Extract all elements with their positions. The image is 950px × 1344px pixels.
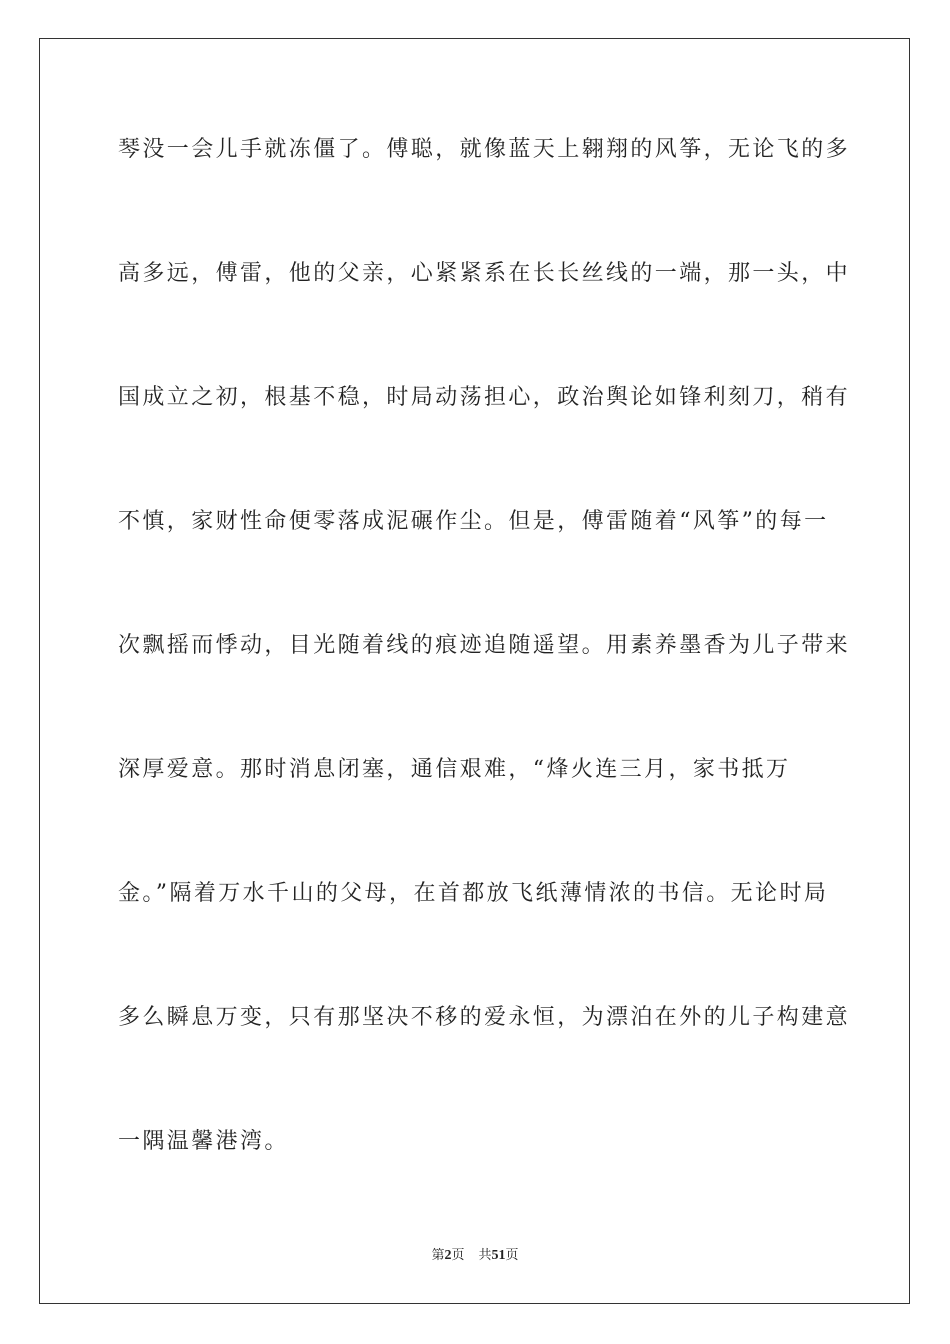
text-line: 深厚爱意。那时消息闭塞，通信艰难，“烽火连三月，家书抵万 xyxy=(118,757,791,782)
text-line: 不慎，家财性命便零落成泥碾作尘。但是，傅雷随着“风筝”的每一 xyxy=(118,509,829,534)
total-pages: 51 xyxy=(491,1248,506,1263)
total-pages-label: 共51页 xyxy=(478,1248,519,1263)
text-line: 国成立之初，根基不稳，时局动荡担心，政治舆论如锋利刻刀，稍有 xyxy=(118,385,851,410)
text-line: 次飘摇而悸动，目光随着线的痕迹追随遥望。用素养墨香为儿子带来 xyxy=(118,633,851,658)
page-border xyxy=(39,38,910,1304)
text-line: 金。”隔着万水千山的父母，在首都放飞纸薄情浓的书信。无论时局 xyxy=(118,881,829,906)
text-line: 一隅温馨港湾。 xyxy=(118,1129,289,1154)
text-line: 高多远，傅雷，他的父亲，心紧紧系在长长丝线的一端，那一头，中 xyxy=(118,261,851,286)
page-number-label: 第2页 xyxy=(431,1248,465,1263)
page-footer xyxy=(0,1247,950,1265)
text-line: 琴没一会儿手就冻僵了。傅聪，就像蓝天上翱翔的风筝，无论飞的多 xyxy=(118,137,851,162)
text-line: 多么瞬息万变，只有那坚决不移的爱永恒，为漂泊在外的儿子构建意 xyxy=(118,1005,851,1030)
page-number: 2 xyxy=(444,1248,452,1263)
